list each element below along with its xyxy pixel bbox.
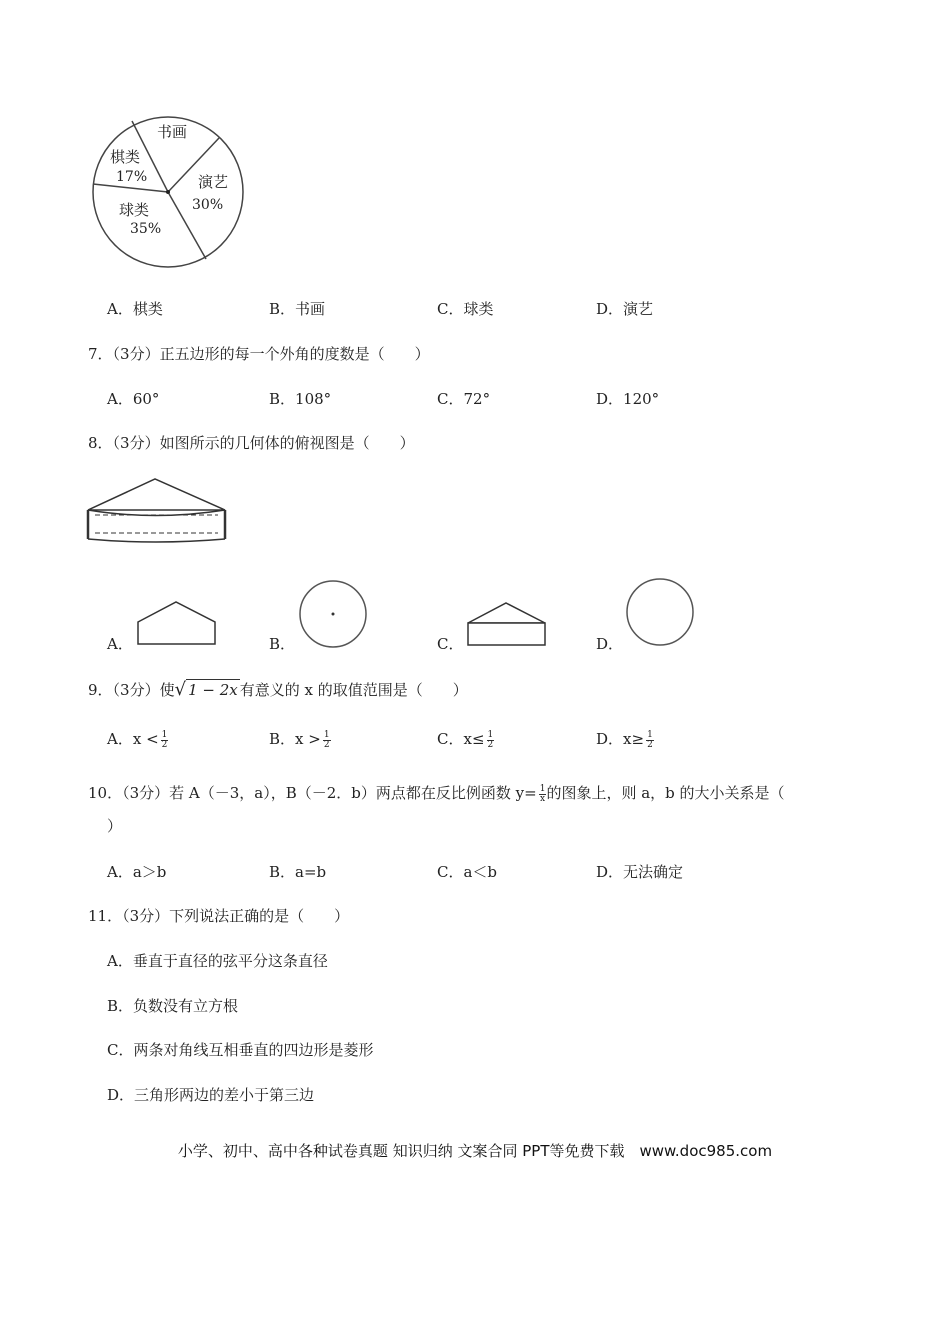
q11-option-c: C．两条对角线互相垂直的四边形是菱形 (107, 1041, 374, 1059)
fraction (646, 731, 654, 750)
q9-option-b-label: B．x (269, 730, 304, 748)
q9-option-d-label: D．x (596, 730, 632, 748)
pie-label-qiulei-pct: 35% (130, 221, 162, 237)
q8-option-b: B． (269, 635, 296, 653)
pie-label-yanyi: 演艺 (198, 173, 229, 191)
q8-option-d-figure (624, 576, 696, 648)
fraction-num: 1 (323, 729, 330, 740)
fraction (161, 731, 169, 750)
q6-option-c: C．球类 (437, 300, 494, 318)
fraction-den: 2 (161, 739, 168, 750)
q10-option-c: C．a＜b (437, 863, 498, 881)
q11-option-b: B．负数没有立方根 (107, 997, 239, 1015)
pie-label-shuhua: 书画 (157, 123, 188, 141)
fraction-den: 2 (487, 739, 494, 750)
q9-option-c-label: C．x (437, 730, 472, 748)
pie-label-qilei-pct: 17% (116, 169, 148, 185)
q7-option-b: B．108° (269, 390, 332, 408)
q8-option-c: C． (437, 635, 464, 653)
fraction-num: 1 (487, 729, 494, 740)
q9-option-a-label: A．x (107, 730, 142, 748)
q9-option-b (269, 729, 331, 750)
fraction-num: 1 (539, 783, 546, 794)
fraction-den: 2 (647, 739, 653, 750)
q9-radicand: 1 − 2x (188, 681, 238, 699)
q6-option-d: D．演艺 (596, 300, 654, 318)
fraction (487, 731, 495, 750)
fraction-den: x (540, 793, 546, 804)
q7-stem: 7．（3分）正五边形的每一个外角的度数是（ ） (88, 345, 430, 363)
q11-option-d: D．三角形两边的差小于第三边 (107, 1086, 315, 1104)
q9-option-a (107, 729, 168, 750)
q11-option-a: A．垂直于直径的弦平分这条直径 (107, 952, 328, 970)
q10-stem-suffix: 的图象上，则 a，b 的大小关系是（ (546, 784, 785, 802)
fraction (323, 731, 331, 750)
q6-option-a: A．棋类 (107, 300, 163, 318)
pie-label-qiulei: 球类 (119, 201, 150, 219)
page-footer: 小学、初中、高中各种试卷真题 知识归纳 文案合同 PPT等免费下载 www.doc985.com (177, 1142, 773, 1160)
q9-stem (88, 679, 468, 700)
q9-option-c (437, 729, 494, 750)
q10-option-d: D．无法确定 (596, 863, 684, 881)
q9-option-d-rel: ≥ (631, 730, 645, 748)
q8-option-a-figure (136, 600, 218, 646)
q10-stem-line2: ） (107, 817, 123, 835)
q6-option-b: B．书画 (269, 300, 326, 318)
pie-label-qilei: 棋类 (110, 148, 141, 166)
q7-option-c: C．72° (437, 390, 491, 408)
q9-option-d (596, 729, 654, 750)
q10-option-b: B．a=b (269, 863, 327, 881)
q8-option-c-figure (466, 601, 548, 647)
q10-stem-prefix: 10．（3分）若 A（－3，a），B（－2．b）两点都在反比例函数 y= (88, 784, 537, 802)
q9-option-a-rel: < (146, 730, 159, 748)
q11-stem: 11．（3分）下列说法正确的是（ ） (88, 907, 350, 925)
q10-option-a: A．a＞b (107, 863, 167, 881)
fraction-den: 2 (323, 739, 330, 750)
q10-stem (88, 783, 785, 804)
q8-solid-figure (85, 475, 230, 545)
q8-option-d: D． (596, 635, 624, 653)
q9-stem-prefix: 9．（3分）使 (88, 681, 175, 699)
sqrt-icon: √ (174, 679, 187, 700)
q9-stem-suffix: 有意义的 x 的取值范围是（ ） (239, 681, 468, 699)
fraction-num: 1 (161, 729, 168, 740)
q8-stem: 8．（3分）如图所示的几何体的俯视图是（ ） (88, 434, 415, 452)
q9-option-b-rel: > (308, 730, 321, 748)
pie-label-yanyi-pct: 30% (192, 197, 224, 213)
fraction-num: 1 (647, 729, 653, 740)
q8-option-b-figure (297, 578, 369, 650)
q7-option-a: A．60° (107, 390, 160, 408)
q8-option-a: A． (107, 635, 133, 653)
q7-option-d: D．120° (596, 390, 660, 408)
q9-option-c-rel: ≤ (471, 730, 485, 748)
